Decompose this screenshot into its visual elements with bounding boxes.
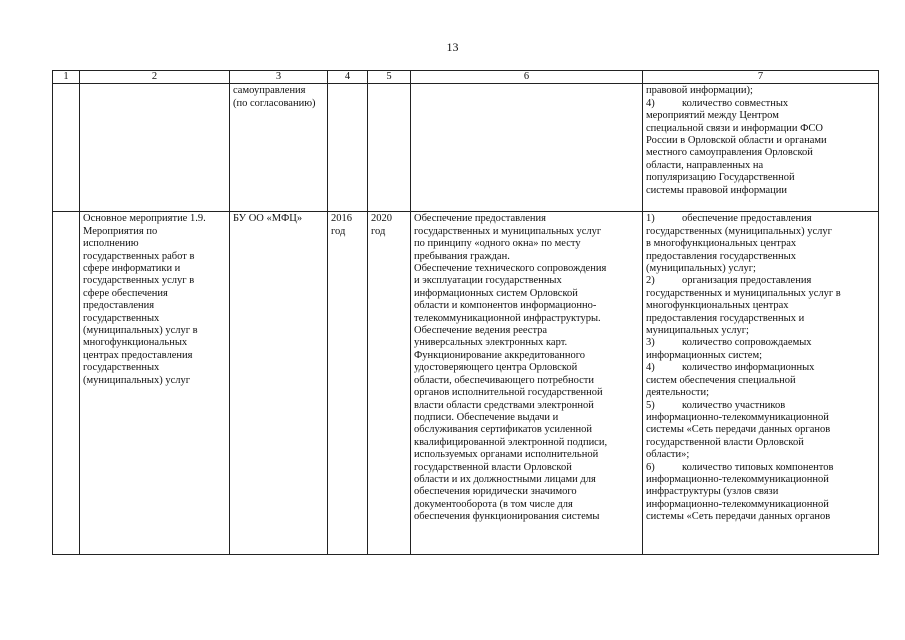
text-line: 2020 [371, 213, 392, 225]
item-text: деятельности; [646, 387, 710, 399]
item-text: муниципальных услуг; [646, 325, 749, 337]
item-text: многофункциональных центрах [646, 300, 789, 312]
indicator-line [646, 160, 875, 172]
item-text: системы «Сеть передачи данных органов [646, 424, 831, 436]
indicator-line [646, 288, 875, 300]
item-number: 4) [646, 97, 655, 109]
item-text: информационных систем; [646, 349, 763, 361]
text-line: многофункциональных [83, 337, 188, 349]
item-text: области, направленных на [646, 159, 764, 171]
indicator-line [646, 437, 875, 449]
text-line: документооборота (в том числе для [414, 498, 573, 510]
cell-event-name [80, 84, 230, 212]
text-line: (по согласованию) [233, 97, 316, 109]
header-cell-5: 5 [368, 71, 411, 84]
item-text: информационно-телекоммуникационной [646, 411, 829, 423]
indicator-line [646, 449, 875, 461]
cell-indicators [643, 212, 879, 555]
indicator-line [646, 424, 875, 436]
item-text: количество совместных [682, 97, 789, 109]
header-cell-1: 1 [53, 71, 80, 84]
text-line: (муниципальных) услуг в [83, 325, 198, 337]
text-line: год [371, 225, 386, 237]
text-line: Обеспечение технического сопровождения [414, 263, 607, 275]
cell-start-year [328, 84, 368, 212]
indicator-line [646, 400, 875, 412]
indicator-line [646, 238, 875, 250]
indicator-line [646, 387, 875, 399]
text-line: государственных и муниципальных услуг [414, 225, 602, 237]
text-line: Мероприятия по [83, 225, 158, 237]
header-cell-7: 7 [643, 71, 879, 84]
indicator-line [646, 251, 875, 263]
text-line: государственных [83, 362, 160, 374]
indicator-line [646, 462, 875, 474]
indicator-line [646, 313, 875, 325]
text-line: БУ ОО «МФЦ» [233, 213, 303, 225]
indicator-line [646, 275, 875, 287]
item-text: предоставления государственных и [646, 312, 805, 324]
item-text: системы «Сеть передачи данных органов [646, 511, 831, 523]
indicator-line [646, 474, 875, 486]
item-text: популяризацию Государственной [646, 172, 795, 184]
indicator-line [646, 226, 875, 238]
indicator-line [646, 213, 875, 225]
item-number: 2) [646, 275, 655, 287]
item-text: количество сопровождаемых [682, 337, 812, 349]
header-row [53, 71, 879, 84]
text-line: информационных систем Орловской [414, 287, 578, 299]
cell-description [411, 84, 643, 212]
item-text: количество типовых компонентов [682, 461, 834, 473]
text-line: центрах предоставления [83, 349, 193, 361]
indicator-line [646, 85, 875, 97]
item-text: предоставления государственных [646, 250, 796, 262]
item-text: области»; [646, 449, 690, 461]
item-text: государственных (муниципальных) услуг [646, 225, 832, 237]
text-line: используемых органами исполнительной [414, 449, 599, 461]
text-line: Обеспечение ведения реестра [414, 325, 548, 337]
item-number: 3) [646, 337, 655, 349]
text-line: (муниципальных) услуг [83, 374, 191, 386]
item-text: правовой информации); [646, 85, 753, 97]
cell-description [411, 212, 643, 555]
text-line: обслуживания сертификатов усиленной [414, 424, 592, 436]
header-cell-6: 6 [411, 71, 643, 84]
item-text: организация предоставления [682, 275, 812, 287]
text-line: государственных [83, 312, 160, 324]
text-line: Основное мероприятие 1.9. [83, 213, 206, 225]
text-line: 2016 [331, 213, 352, 225]
item-text: инфраструктуры (узлов связи [646, 486, 779, 498]
text-line: сфере информатики и [83, 263, 181, 275]
cell-start-year [328, 212, 368, 555]
indicator-line [646, 412, 875, 424]
cell-executor [230, 84, 328, 212]
text-line: обеспечения юридически значимого [414, 486, 577, 498]
item-text: (муниципальных) услуг; [646, 263, 756, 275]
text-line: органов исполнительной государственной [414, 387, 603, 399]
item-text: государственных и муниципальных услуг в [646, 287, 841, 299]
indicator-line [646, 263, 875, 275]
text-line: сфере обеспечения [83, 287, 168, 299]
text-line: год [331, 225, 346, 237]
indicator-line [646, 337, 875, 349]
text-line: подписи. Обеспечение выдачи и [414, 411, 559, 423]
text-line: государственных услуг в [83, 275, 195, 287]
item-text: информационно-телекоммуникационной [646, 498, 829, 510]
text-line: квалифицированной электронной подписи, [414, 436, 608, 448]
item-number: 5) [646, 399, 655, 411]
text-line: телекоммуникационной инфраструктуры. [414, 312, 601, 324]
table-row-main-event-1-9 [53, 212, 879, 555]
indicator-line [646, 375, 875, 387]
header-cell-3: 3 [230, 71, 328, 84]
text-line: и эксплуатации государственных [414, 275, 562, 287]
item-text: в многофункциональных центрах [646, 238, 797, 250]
cell-indicators [643, 84, 879, 212]
item-text: системы правовой информации [646, 184, 788, 196]
text-line: самоуправления [233, 85, 306, 97]
cell-number [53, 84, 80, 212]
cell-event-name [80, 212, 230, 555]
text-line: области и их должностными лицами для [414, 473, 596, 485]
text-line: универсальных электронных карт. [414, 337, 568, 349]
text-line: области, обеспечивающего потребности [414, 374, 594, 386]
indicator-line [646, 185, 875, 197]
table-row-continuation [53, 84, 879, 212]
indicator-line [646, 147, 875, 159]
text-line: власти области средствами электронной [414, 399, 594, 411]
text-line: исполнению [83, 238, 139, 250]
indicator-line [646, 350, 875, 362]
item-text: местного самоуправления Орловской [646, 147, 813, 159]
indicator-line [646, 172, 875, 184]
text-line: Функционирование аккредитованного [414, 349, 586, 361]
indicator-line [646, 110, 875, 122]
page-number: 13 [446, 40, 459, 54]
item-text: мероприятий между Центром [646, 110, 779, 122]
text-line: Обеспечение предоставления [414, 213, 546, 225]
item-text: количество участников [682, 399, 786, 411]
item-text: государственной власти Орловской [646, 436, 804, 448]
indicator-line [646, 499, 875, 511]
text-line: пребывания граждан. [414, 250, 510, 262]
indicator-line [646, 362, 875, 374]
cell-end-year [368, 84, 411, 212]
item-number: 4) [646, 362, 655, 374]
item-text: специальной связи и информации ФСО [646, 122, 823, 134]
text-line: государственной власти Орловской [414, 461, 572, 473]
header-cell-2: 2 [80, 71, 230, 84]
indicator-line [646, 325, 875, 337]
indicator-line [646, 486, 875, 498]
item-text: информационно-телекоммуникационной [646, 473, 829, 485]
item-text: обеспечение предоставления [682, 213, 812, 225]
cell-number [53, 212, 80, 555]
text-line: по принципу «одного окна» по месту [414, 238, 581, 250]
text-line: области и компонентов информационно- [414, 300, 597, 312]
header-cell-4: 4 [328, 71, 368, 84]
indicator-line [646, 135, 875, 147]
text-line: удостоверяющего центра Орловской [414, 362, 578, 374]
cell-end-year [368, 212, 411, 555]
item-text: систем обеспечения специальной [646, 374, 796, 386]
text-line: обеспечения функционирования системы [414, 511, 600, 523]
item-number: 1) [646, 213, 655, 225]
indicator-line [646, 98, 875, 110]
item-text: России в Орловской области и органами [646, 135, 827, 147]
text-line: государственных работ в [83, 250, 195, 262]
item-text: количество информационных [682, 362, 815, 374]
text-line: предоставления [83, 300, 155, 312]
indicator-line [646, 511, 875, 523]
indicator-line [646, 300, 875, 312]
indicator-line [646, 123, 875, 135]
cell-executor [230, 212, 328, 555]
program-table [52, 70, 879, 555]
item-number: 6) [646, 461, 655, 473]
